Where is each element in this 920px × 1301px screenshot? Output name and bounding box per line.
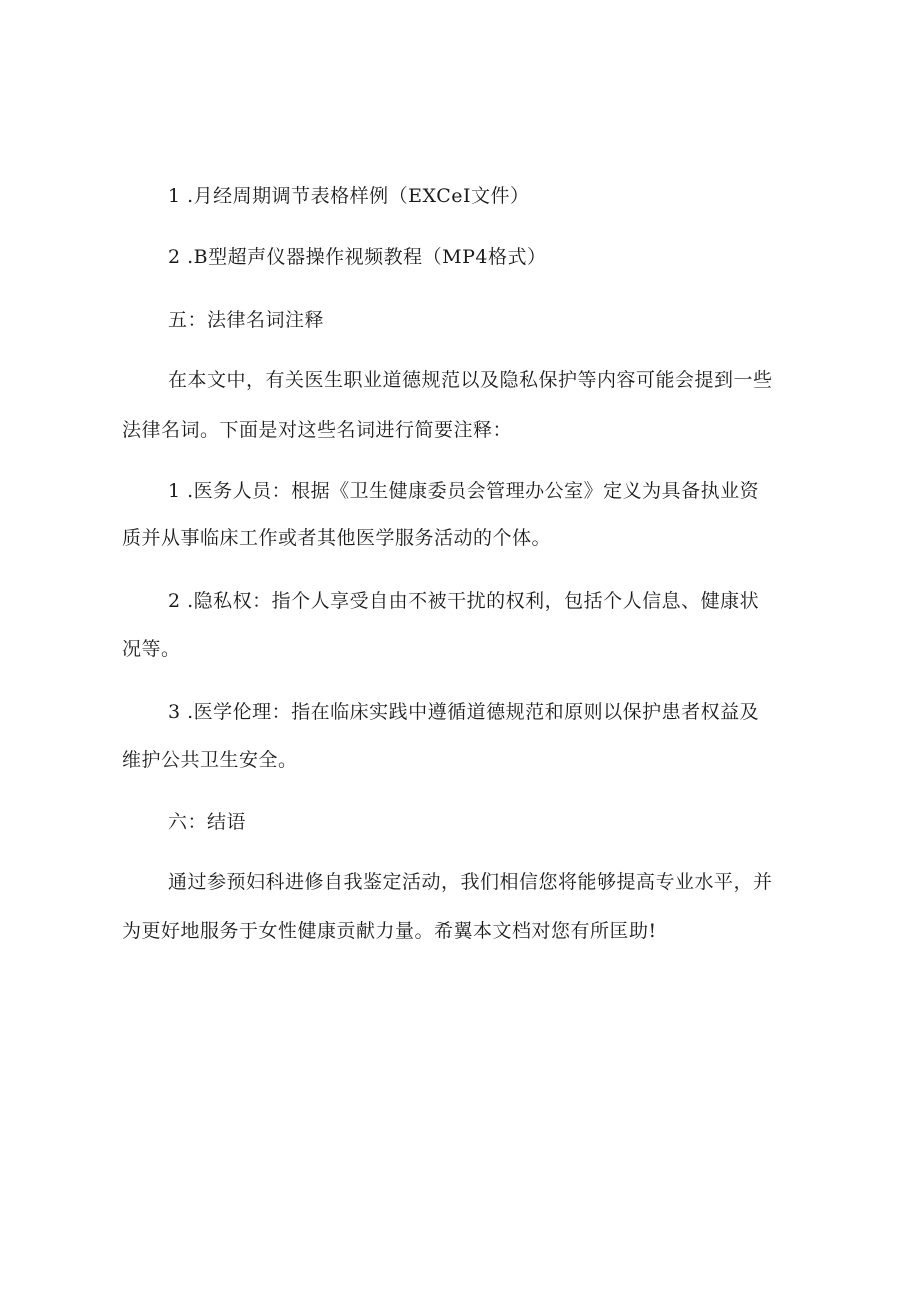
term-3-line-2: 维护公共卫生安全。 [122,749,298,771]
paragraph-intro-line-2: 法律名词。下面是对这些名词进行简要注释： [122,419,513,441]
attachment-item-2: 2 .B型超声仪器操作视频教程（MP4格式） [168,246,547,268]
term-1-line-1: 1 .医务人员：根据《卫生健康委员会管理办公室》定义为具备执业资 [168,480,760,502]
section-heading-conclusion: 六：结语 [168,811,247,833]
attachment-item-1: 1 .月经周期调节表格样例（EXCeI文件） [168,185,530,207]
section-heading-legal-terms: 五：法律名词注释 [168,309,325,331]
term-2-line-2: 况等。 [122,638,181,660]
conclusion-line-2: 为更好地服务于女性健康贡献力量。希翼本文档对您有所匡助! [122,920,657,942]
conclusion-line-1: 通过参预妇科进修自我鉴定活动，我们相信您将能够提高专业水平，并 [168,871,773,893]
paragraph-intro-line-1: 在本文中，有关医生职业道德规范以及隐私保护等内容可能会提到一些 [168,369,773,391]
term-3-line-1: 3 .医学伦理：指在临床实践中遵循道德规范和原则以保护患者权益及 [168,701,760,723]
term-2-line-1: 2 .隐私权：指个人享受自由不被干扰的权利，包括个人信息、健康状 [168,590,760,612]
term-1-line-2: 质并从事临床工作或者其他医学服务活动的个体。 [122,527,552,549]
